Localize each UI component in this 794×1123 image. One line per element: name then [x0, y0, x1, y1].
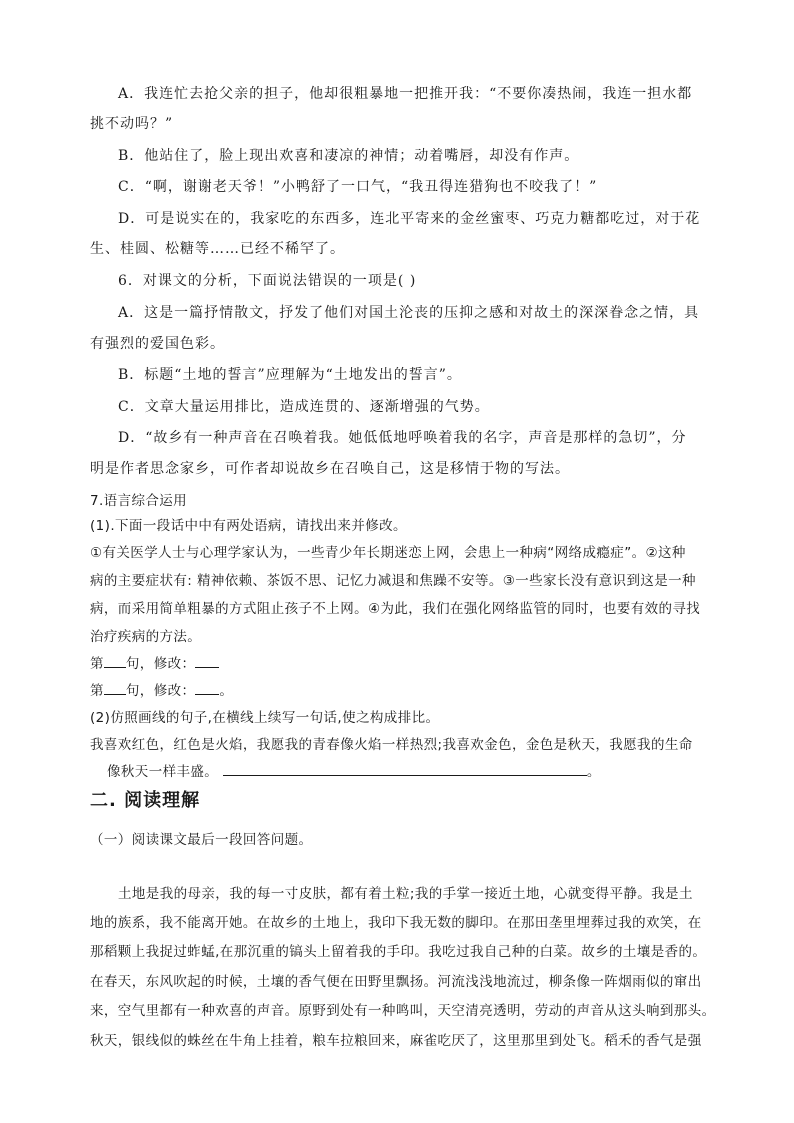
- q6-option-a-line2: 有强烈的爱国色彩。: [90, 336, 225, 352]
- answer-mid: 句，修改：: [125, 683, 196, 699]
- q5-option-c: C．“啊，谢谢老天爷！”小鸭舒了一口气，“我丑得连猎狗也不咬我了！”: [118, 179, 598, 195]
- q5-option-d-line2: 生、桂圆、松糖等……已经不稀罕了。: [90, 241, 345, 257]
- passage-line2: 地的族系，我不能离开她。在故乡的土地上，我印下我无数的脚印。在那田垄里埋葬过我的欢笑，在: [90, 915, 702, 931]
- q6-option-a-line1: A．这是一篇抒情散文，抒发了他们对国土沦丧的压抑之感和对故土的深深眷念之情，具: [118, 305, 700, 321]
- q7-para-line2: 病的主要症状有: 精神依赖、茶饭不思、记忆力减退和焦躁不安等。③一些家长没有意识到这是一种: [90, 573, 696, 589]
- continuation-blank[interactable]: [223, 775, 587, 776]
- q7-para-line3: 病，而采用简单粗暴的方式阻止孩子不上网。④为此，我们在强化网络监管的同时，也要有效的寻找: [90, 601, 701, 617]
- q7-title: 7.语言综合运用: [90, 493, 188, 509]
- q5-option-d-line1: D．可是说实在的，我家吃的东西多，连北平寄来的金丝蜜枣、巧克力糖都吃过，对于花: [118, 211, 701, 227]
- q5-option-b: B．他站住了，脸上现出欢喜和凄凉的神情；动着嘴唇，却没有作声。: [118, 148, 580, 164]
- q5-option-a-line1: A．我连忙去抢父亲的担子，他却很粗暴地一把推开我：“不要你凑热闹，我连一担水都: [118, 86, 693, 102]
- q7-answer-line1: [90, 652, 219, 672]
- passage-line5: 来，空气里都有一种欢喜的声音。原野到处有一种鸣叫，天空清亮透明，劳动的声音从这头响到那头。: [90, 1003, 716, 1019]
- passage-line3: 那稻颗上我捉过蚱蜢,在那沉重的镐头上留着我的手印。我吃过我自己种的白菜。故乡的土壤是香的。: [90, 944, 707, 960]
- answer-end: 。: [219, 683, 234, 699]
- section-sub: （一）阅读课文最后一段回答问题。: [90, 832, 313, 848]
- section-heading: 二. 阅读理解: [90, 790, 201, 811]
- q6-option-c: C．文章大量运用排比，造成连贯的、逐渐增强的气势。: [118, 399, 490, 415]
- q5-option-a-line2: 挑不动吗？”: [90, 116, 174, 132]
- q7-sub2: (2)仿照画线的句子,在横线上续写一句话,使之构成排比。: [90, 710, 440, 726]
- q7-model-line2: [107, 760, 601, 780]
- passage-line6: 秋天，银线似的蛛丝在牛角上挂着，粮车拉粮回来，麻雀吃厌了，这里那里到处飞。稻禾的香气是强: [90, 1033, 702, 1049]
- answer-prefix: 第: [90, 683, 104, 699]
- q6-option-b: B．标题“土地的誓言”应理解为“土地发出的誓言”。: [118, 367, 462, 383]
- passage-line4: 在春天，东风吹起的时候，土壤的香气便在田野里飘扬。河流浅浅地流过，柳条像一阵烟雨似的窜出: [90, 974, 702, 990]
- correction-blank[interactable]: [195, 667, 219, 668]
- q6-option-d-line2: 明是作者思念家乡，可作者却说故乡在召唤自己，这是移情于物的写法。: [90, 461, 570, 477]
- correction-blank[interactable]: [195, 694, 219, 695]
- q7-para-line4: 治疗疾病的方法。: [90, 629, 202, 645]
- q7-answer-line2: [90, 679, 233, 699]
- q6-option-d-line1: D．“故乡有一种声音在召唤着我。她低低地呼唤着我的名字，声音是那样的急切”，分: [118, 430, 687, 446]
- passage-line1: 土地是我的母亲，我的每一寸皮肤，都有着土粒;我的手掌一接近土地，心就变得平静。我是土: [118, 886, 693, 902]
- sentence-number-blank[interactable]: [104, 667, 126, 668]
- answer-mid: 句，修改：: [125, 656, 196, 672]
- model-text: 像秋天一样丰盛。: [107, 764, 219, 780]
- q6-stem: 6．对课文的分析，下面说法错误的一项是( ): [118, 273, 417, 289]
- answer-prefix: 第: [90, 656, 104, 672]
- q7-model-line1: 我喜欢红色，红色是火焰，我愿我的青春像火焰一样热烈;我喜欢金色，金色是秋天，我愿我的生命: [90, 737, 693, 753]
- model-end: 。: [586, 764, 601, 780]
- q7-para-line1: ①有关医学人士与心理学家认为，一些青少年长期迷恋上网，会患上一种病“网络成瘾症”。②这种: [90, 545, 686, 561]
- q7-sub1: (1).下面一段话中中有两处语病，请找出来并修改。: [90, 518, 407, 534]
- sentence-number-blank[interactable]: [104, 694, 126, 695]
